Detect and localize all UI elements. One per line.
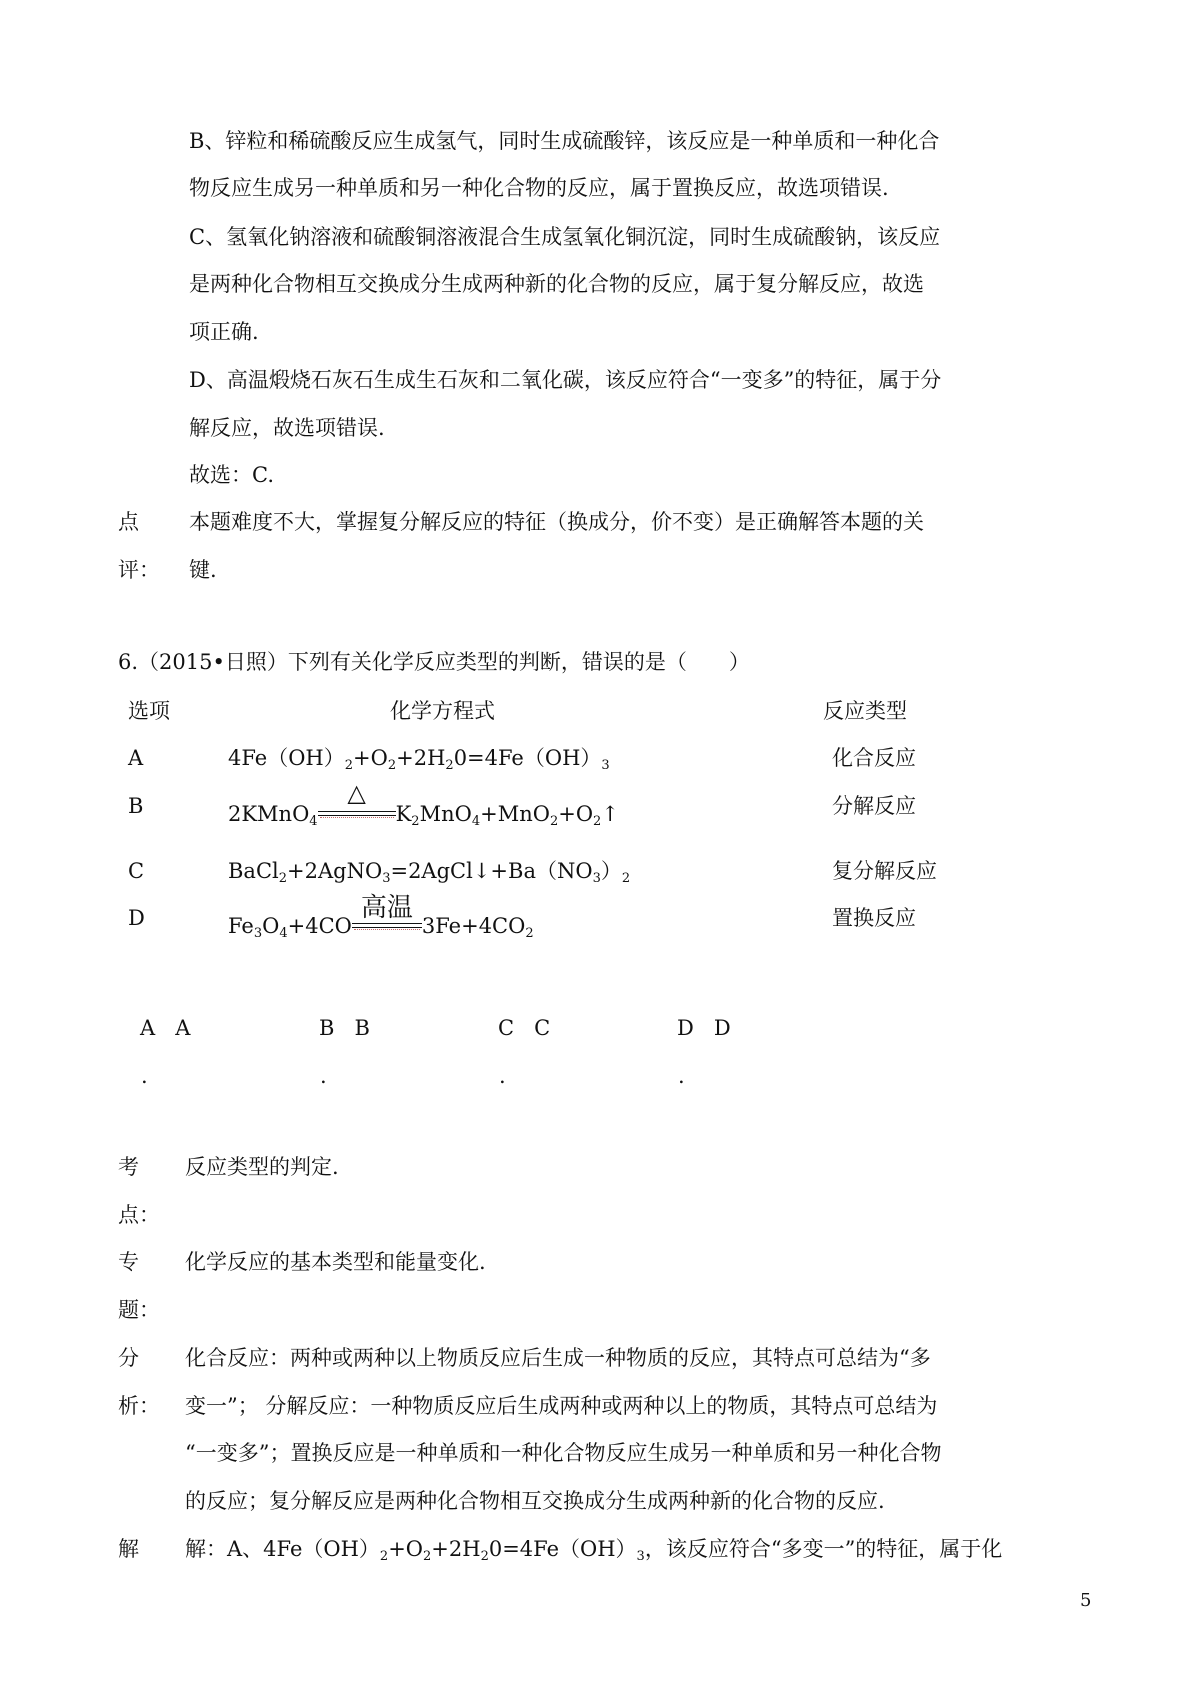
choice-b[interactable]: B B (319, 1016, 370, 1040)
choice-d[interactable]: D D (677, 1016, 731, 1040)
header-equation: 化学方程式 (390, 699, 495, 723)
zhuanti-label-2: 题： (118, 1298, 160, 1322)
question-stem: 6.（2015•日照）下列有关化学反应类型的判断，错误的是（ ） (118, 650, 750, 674)
fenxi-line1: 化合反应：两种或两种以上物质反应后生成一种物质的反应，其特点可总结为“多 (185, 1346, 931, 1370)
fenxi-line3: “一变多”；置换反应是一种单质和一种化合物反应生成另一种单质和另一种化合物 (185, 1441, 942, 1465)
jie-label-1: 解 (118, 1537, 139, 1561)
solution-b-line1: B、锌粒和稀硫酸反应生成氢气，同时生成硫酸锌，该反应是一种单质和一种化合 (189, 129, 940, 153)
heat-triangle-icon: △ (347, 779, 366, 807)
comment-line1: 本题难度不大，掌握复分解反应的特征（换成分，价不变）是正确解答本题的关 (189, 510, 924, 534)
solution-c-line1: C、氢氧化钠溶液和硫酸铜溶液混合生成氢氧化铜沉淀，同时生成硫酸钠，该反应 (189, 225, 941, 249)
comment-line2: 键. (189, 558, 217, 582)
choice-c-dot: . (499, 1064, 506, 1088)
kaodian-label-2: 点： (118, 1203, 160, 1227)
solution-c-line2: 是两种化合物相互交换成分生成两种新的化合物的反应，属于复分解反应，故选 (189, 272, 924, 296)
zhuanti-label-1: 专 (118, 1250, 139, 1274)
equation-c: $BaCl_2+2AgNO_3=2AgCl↓+Ba(NO_3)_2$ (228, 859, 631, 886)
fenxi-line4: 的反应；复分解反应是两种化合物相互交换成分生成两种新的化合物的反应. (185, 1489, 885, 1513)
row-option-a: A (128, 746, 144, 770)
choice-a-dot: . (141, 1064, 148, 1088)
kaodian-label-1: 考 (118, 1155, 139, 1179)
row-option-b: B (128, 794, 144, 818)
equation-b: 2KMnO$_4$ △ $K_2MnO_4+MnO_2+O_2↑$ (228, 779, 619, 829)
equation-d: $Fe_3O_4+4CO$ 高温 $3Fe+4CO_2$ (228, 893, 534, 941)
solution-c-line3: 项正确. (189, 320, 259, 344)
equation-a: $4Fe(OH)_2+O_2+2H_20=4Fe(OH)_3$ (228, 746, 610, 773)
comment-label-1: 点 (118, 510, 139, 534)
choice-c[interactable]: C C (498, 1016, 551, 1040)
choice-b-dot: . (320, 1064, 327, 1088)
row-type-b: 分解反应 (832, 794, 916, 818)
choice-d-dot: . (678, 1064, 685, 1088)
comment-label-2: 评： (118, 558, 160, 582)
zhuanti-text: 化学反应的基本类型和能量变化. (185, 1250, 486, 1274)
solution-d-line2: 解反应，故选项错误. (189, 416, 385, 440)
solution-d-line1: D、高温煅烧石灰石生成生石灰和二氧化碳，该反应符合“一变多”的特征，属于分 (189, 368, 942, 392)
equals-bar-heat (318, 779, 396, 819)
jie-line1: 解：A、$4Fe(OH)_2+O_2+2H_20=4Fe(OH)_3$，该反应符合“多变一”的特征，属于化 (185, 1537, 1003, 1564)
page-number: 5 (1080, 1590, 1092, 1611)
solution-b-line2: 物反应生成另一种单质和另一种化合物的反应，属于置换反应，故选项错误. (189, 176, 889, 200)
fenxi-label-1: 分 (118, 1346, 139, 1370)
fenxi-label-2: 析： (118, 1394, 160, 1418)
equals-bar-high-temp (352, 893, 422, 931)
fenxi-line2: 变一”； 分解反应：一种物质反应后生成两种或两种以上的物质，其特点可总结为 (185, 1394, 938, 1418)
kaodian-text: 反应类型的判定. (185, 1155, 339, 1179)
header-option: 选项 (128, 699, 170, 723)
row-type-c: 复分解反应 (832, 859, 937, 883)
header-type: 反应类型 (823, 699, 907, 723)
solution-answer: 故选：C. (189, 463, 274, 487)
row-type-a: 化合反应 (832, 746, 916, 770)
choice-a[interactable]: A A (140, 1016, 191, 1040)
high-temp-label: 高温 (360, 893, 413, 923)
row-option-c: C (128, 859, 145, 883)
row-option-d: D (128, 906, 145, 930)
row-type-d: 置换反应 (832, 906, 916, 930)
